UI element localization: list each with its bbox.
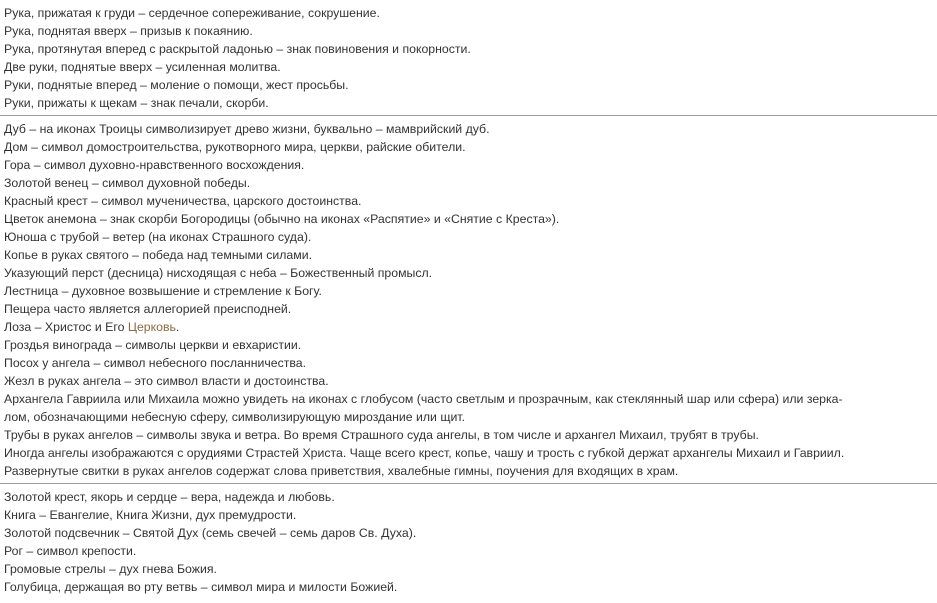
text-line: Громовые стрелы – дух гнева Божия. [4,562,217,576]
text-line: Рука, прижатая к груди – сердечное сопереживание, сокрушение. [4,6,380,20]
text-line: Рог – символ крепости. [4,544,137,558]
text-line: Книга – Евангелие, Книга Жизни, дух премудрости. [4,508,297,522]
text-line: Золотой крест, якорь и сердце – вера, надежда и любовь. [4,490,335,504]
text-line: Жезл в руках ангела – это символ власти и достоинства. [4,374,329,388]
text-line: Гроздья винограда – символы церкви и евхаристии. [4,338,302,352]
text-line: Лестница – духовное возвышение и стремление к Богу. [4,284,322,298]
section-divider [0,483,937,484]
text-line: Юноша с трубой – ветер (на иконах Страшного суда). [4,230,312,244]
text-line: Посох у ангела – символ небесного посланничества. [4,356,307,370]
text-line: Развернутые свитки в руках ангелов содержат слова приветствия, хвалебные гимны, поучения для входящих в храм. [4,464,679,478]
text-fragment: Лоза – Христос и Его [4,320,128,334]
text-line: Указующий перст (десница) нисходящая с неба – Божественный промысл. [4,266,433,280]
text-line: Рука, протянутая вперед с раскрытой ладонью – знак повиновения и покорности. [4,42,471,56]
attributes-section [0,488,937,596]
text-line: Иногда ангелы изображаются с орудиями Страстей Христа. Чаще всего крест, копье, чашу и трость с губкой держат архангелы Михаил и Гавриил. [4,446,845,460]
text-line: Золотой венец – символ духовной победы. [4,176,251,190]
text-line-with-link [4,318,933,336]
text-line: Рука, поднятая вверх – призыв к покаянию. [4,24,253,38]
text-line: Две руки, поднятые вверх – усиленная молитва. [4,60,281,74]
text-line: Руки, прижаты к щекам – знак печали, скорби. [4,96,269,110]
text-line: Дом – символ домостроительства, рукотворного мира, церкви, райские обители. [4,140,466,154]
symbols-section [0,120,937,480]
church-link[interactable]: Церковь [127,320,176,334]
text-line: Пещера часто является аллегорией преисподней. [4,302,292,316]
text-line: Руки, поднятые вперед – моление о помощи, жест просьбы. [4,78,349,92]
text-line: Дуб – на иконах Троицы символизирует древо жизни, буквально – мамврийский дуб. [4,122,490,136]
text-line: Голубица, держащая во рту ветвь – символ мира и милости Божией. [4,580,398,594]
text-line: лом, обозначающими небесную сферу, символизирующую мироздание или щит. [4,410,465,424]
text-line: Архангела Гавриила или Михаила можно увидеть на иконах с глобусом (часто светлым и прозрачным, как стеклянный шар или сфера) или зерка- [4,392,843,406]
text-fragment: . [175,320,180,334]
section-divider [0,115,937,116]
text-line: Копье в руках святого – победа над темными силами. [4,248,312,262]
text-line: Трубы в руках ангелов – символы звука и ветра. Во время Страшного суда ангелы, в том числе и архангел Михаил, трубят в трубы. [4,428,759,442]
text-line: Цветок анемона – знак скорби Богородицы (обычно на иконах «Распятие» и «Снятие с Креста»). [4,212,560,226]
text-line: Красный крест – символ мученичества, царского достоинства. [4,194,362,208]
text-line: Гора – символ духовно-нравственного восхождения. [4,158,305,172]
text-line: Золотой подсвечник – Святой Дух (семь свечей – семь даров Св. Духа). [4,526,417,540]
hand-gestures-section [0,0,937,112]
